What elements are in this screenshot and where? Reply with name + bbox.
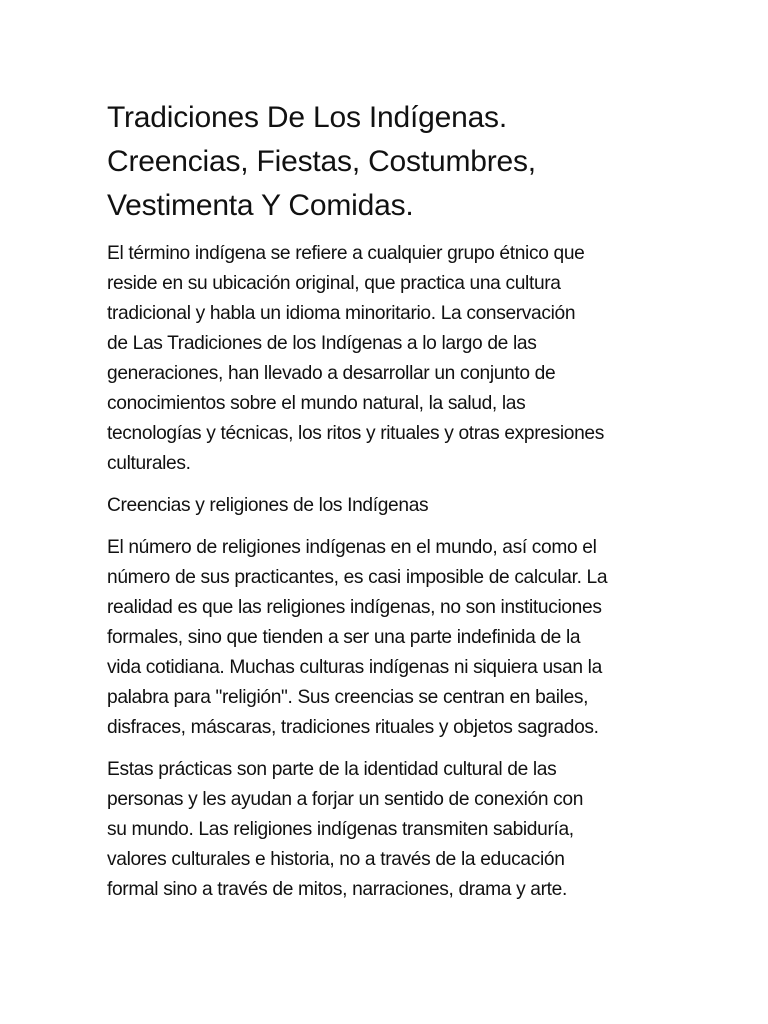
paragraph-line: valores culturales e historia, no a través de la educación <box>107 849 565 870</box>
paragraph-line: número de sus practicantes, es casi imposible de calcular. La <box>107 567 608 588</box>
paragraph-line: vida cotidiana. Muchas culturas indígenas ni siquiera usan la <box>107 657 602 678</box>
paragraph-line: El número de religiones indígenas en el mundo, así como el <box>107 537 597 558</box>
paragraph-line: personas y les ayudan a forjar un sentido de conexión con <box>107 789 584 810</box>
title-line: Tradiciones De Los Indígenas. <box>107 101 507 134</box>
paragraph-line: realidad es que las religiones indígenas, no son instituciones <box>107 597 602 618</box>
intro-paragraph <box>107 239 669 479</box>
religion-paragraph <box>107 533 669 743</box>
section-heading: Creencias y religiones de los Indígenas <box>107 495 429 516</box>
paragraph-line: disfraces, máscaras, tradiciones rituales y objetos sagrados. <box>107 717 599 738</box>
paragraph-line: palabra para "religión". Sus creencias se centran en bailes, <box>107 687 589 708</box>
paragraph-line: su mundo. Las religiones indígenas transmiten sabiduría, <box>107 819 574 840</box>
paragraph-line: formales, sino que tienden a ser una parte indefinida de la <box>107 627 581 648</box>
paragraph-line: generaciones, han llevado a desarrollar un conjunto de <box>107 363 556 384</box>
paragraph-line: formal sino a través de mitos, narraciones, drama y arte. <box>107 879 567 900</box>
paragraph-line: conocimientos sobre el mundo natural, la salud, las <box>107 393 526 414</box>
paragraph-line: tecnologías y técnicas, los ritos y rituales y otras expresiones <box>107 423 604 444</box>
document-title <box>107 96 669 228</box>
paragraph-line: Estas prácticas son parte de la identidad cultural de las <box>107 759 557 780</box>
paragraph-line: tradicional y habla un idioma minoritario. La conservación <box>107 303 576 324</box>
paragraph-line: culturales. <box>107 453 191 474</box>
title-line: Creencias, Fiestas, Costumbres, <box>107 145 536 178</box>
paragraph-line: El término indígena se refiere a cualquier grupo étnico que <box>107 243 585 264</box>
paragraph-line: de Las Tradiciones de los Indígenas a lo largo de las <box>107 333 537 354</box>
identity-paragraph <box>107 755 669 905</box>
title-line: Vestimenta Y Comidas. <box>107 189 414 222</box>
paragraph-line: reside en su ubicación original, que practica una cultura <box>107 273 561 294</box>
document-page <box>107 96 669 917</box>
